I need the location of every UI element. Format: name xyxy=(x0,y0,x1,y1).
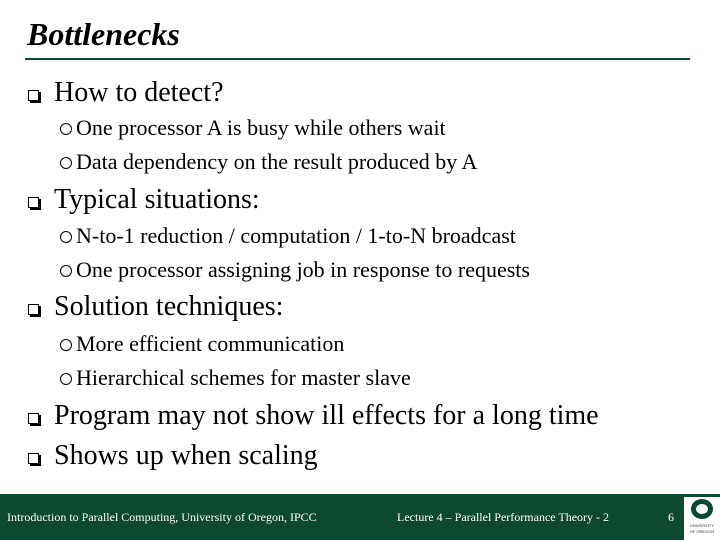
logo-line-2: OF OREGON xyxy=(689,529,715,534)
footer-course: Introduction to Parallel Computing, University of Oregon, IPCC xyxy=(7,510,317,524)
sub-bullet xyxy=(60,257,530,283)
sub-bullet-text: Data dependency on the result produced by A xyxy=(76,149,478,174)
sub-bullet xyxy=(60,223,516,249)
sub-bullet-text: One processor A is busy while others wait xyxy=(76,115,446,140)
square-bullet-icon xyxy=(28,304,39,315)
square-bullet-icon xyxy=(28,413,39,424)
sub-bullet xyxy=(60,365,411,391)
page-number: 6 xyxy=(668,510,674,524)
bullet-text: Typical situations: xyxy=(54,184,260,215)
sub-bullet xyxy=(60,115,446,141)
bullet-program-ill-effects xyxy=(28,400,599,432)
bullet-text: Solution techniques: xyxy=(54,291,284,322)
circle-bullet-icon xyxy=(60,157,72,169)
title-divider xyxy=(25,58,690,60)
bullet-how-to-detect xyxy=(28,77,224,109)
logo-line-1: UNIVERSITY xyxy=(689,523,714,528)
circle-bullet-icon xyxy=(60,265,72,277)
bullet-solution-techniques xyxy=(28,291,283,323)
sub-bullet-text: Hierarchical schemes for master slave xyxy=(76,365,411,390)
sub-bullet-text: More efficient communication xyxy=(76,331,345,356)
university-logo xyxy=(684,497,720,540)
sub-bullet xyxy=(60,331,344,357)
bullet-text: Shows up when scaling xyxy=(54,440,318,471)
sub-bullet xyxy=(60,149,477,175)
bullet-scaling xyxy=(28,440,318,472)
circle-bullet-icon xyxy=(60,339,72,351)
bullet-text: How to detect? xyxy=(54,77,224,108)
footer-lecture: Lecture 4 – Parallel Performance Theory - 2 xyxy=(397,510,610,524)
slide-title: Bottlenecks xyxy=(27,16,180,52)
footer-bar xyxy=(0,494,720,540)
o-logo-icon xyxy=(691,499,713,519)
bullet-text: Program may not show ill effects for a long time xyxy=(54,400,599,431)
bullet-typical-situations xyxy=(28,184,260,216)
circle-bullet-icon xyxy=(60,373,72,385)
square-bullet-icon xyxy=(28,90,39,101)
square-bullet-icon xyxy=(28,197,39,208)
circle-bullet-icon xyxy=(60,231,72,243)
circle-bullet-icon xyxy=(60,123,72,135)
sub-bullet-text: N-to-1 reduction / computation / 1-to-N broadcast xyxy=(76,223,516,248)
square-bullet-icon xyxy=(28,453,39,464)
sub-bullet-text: One processor assigning job in response to requests xyxy=(76,257,530,282)
